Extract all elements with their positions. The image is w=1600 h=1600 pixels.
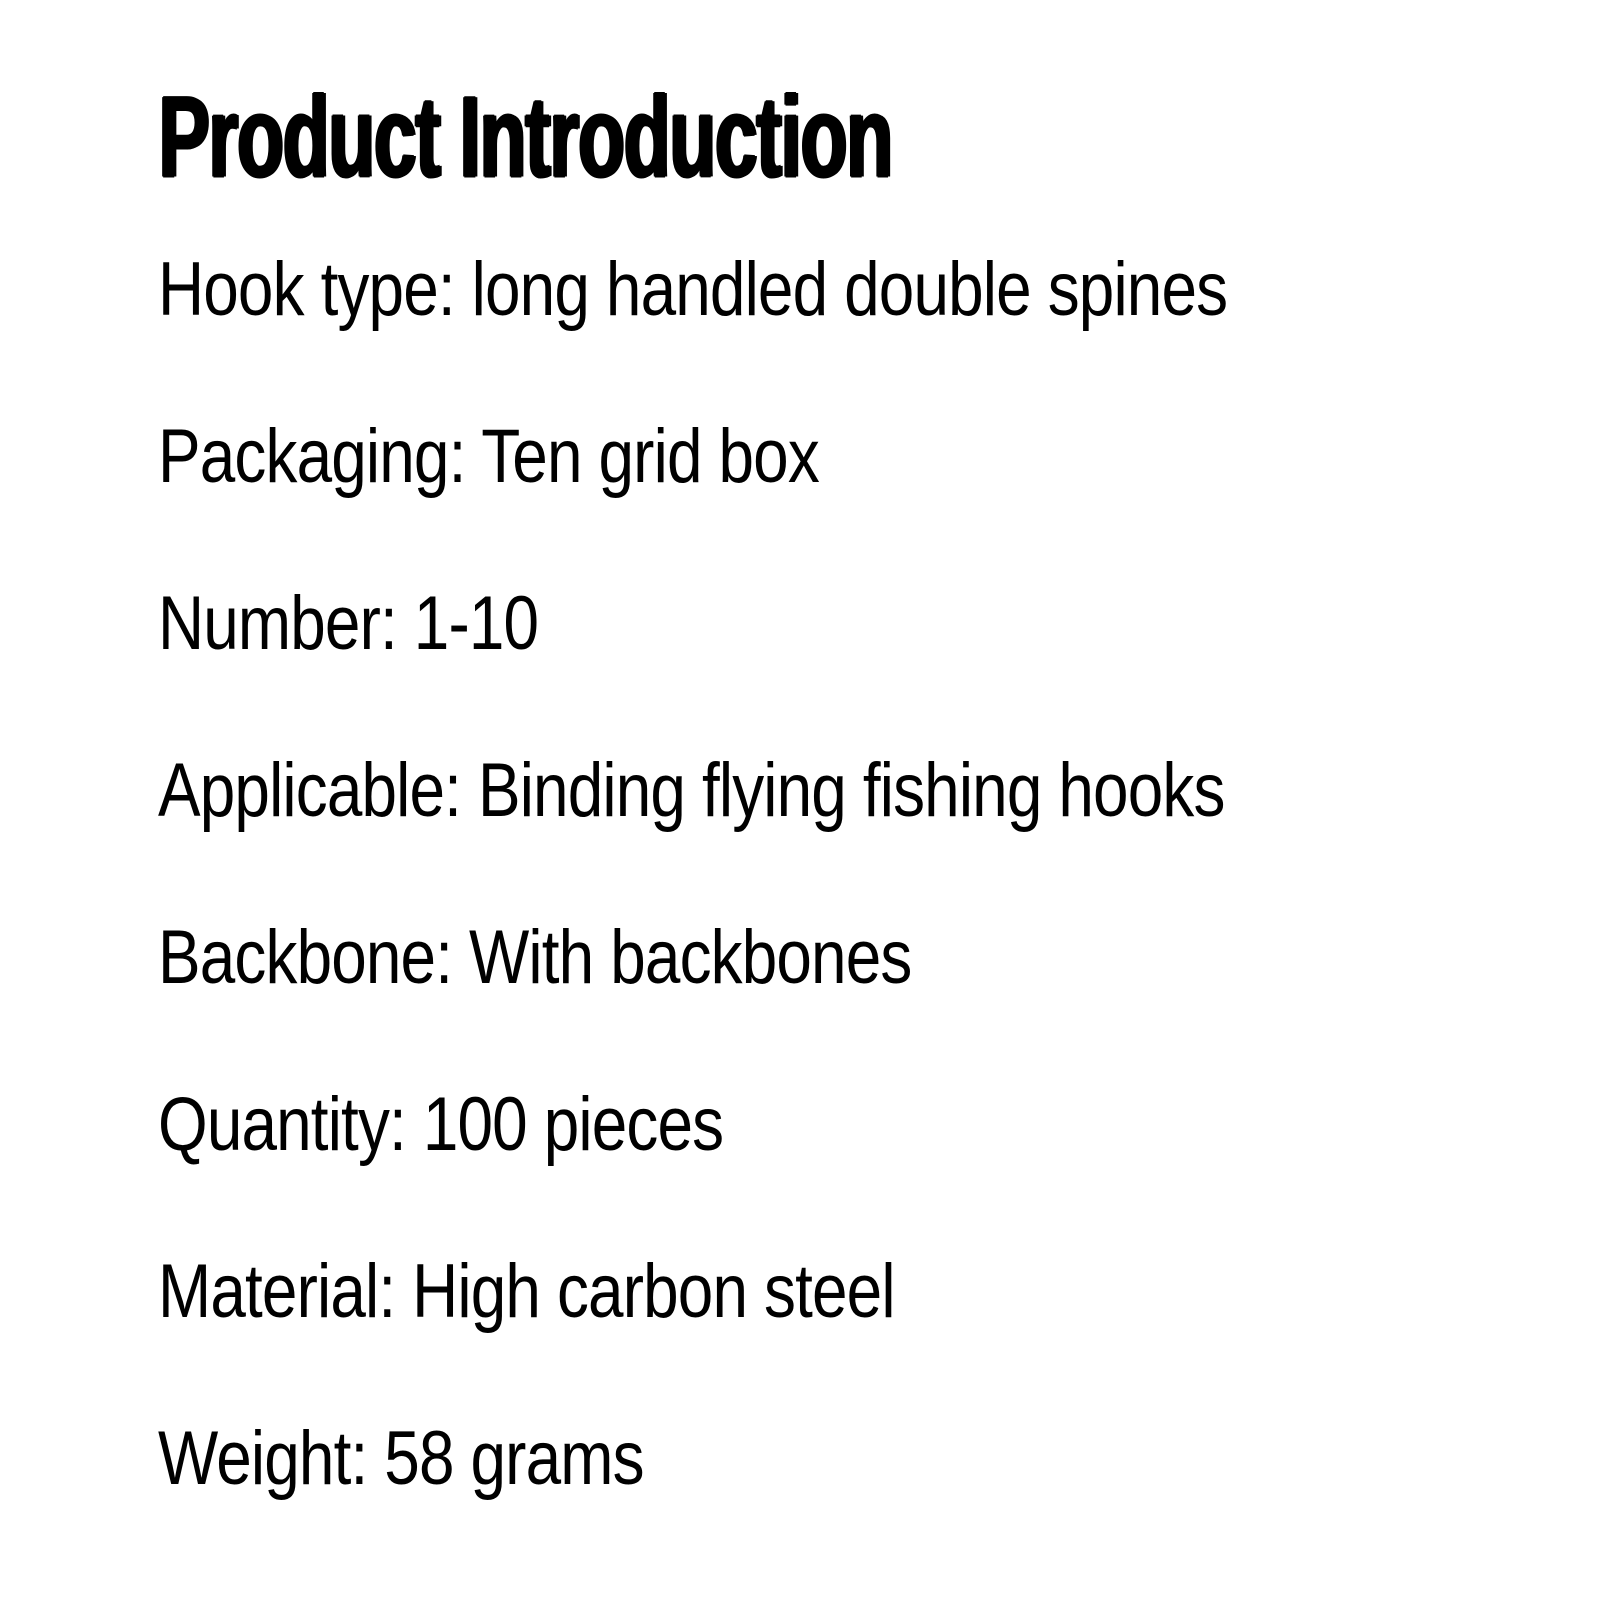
spec-hook-type: Hook type: long handled double spines <box>158 247 1228 332</box>
spec-weight: Weight: 58 grams <box>158 1416 644 1501</box>
spec-applicable: Applicable: Binding flying fishing hooks <box>158 748 1225 833</box>
spec-number: Number: 1-10 <box>158 581 539 666</box>
spec-backbone: Backbone: With backbones <box>158 915 912 1000</box>
spec-material: Material: High carbon steel <box>158 1249 895 1334</box>
page-title: Product Introduction <box>158 72 892 202</box>
spec-list <box>158 247 1600 1501</box>
spec-packaging: Packaging: Ten grid box <box>158 414 819 499</box>
spec-quantity: Quantity: 100 pieces <box>158 1082 724 1167</box>
